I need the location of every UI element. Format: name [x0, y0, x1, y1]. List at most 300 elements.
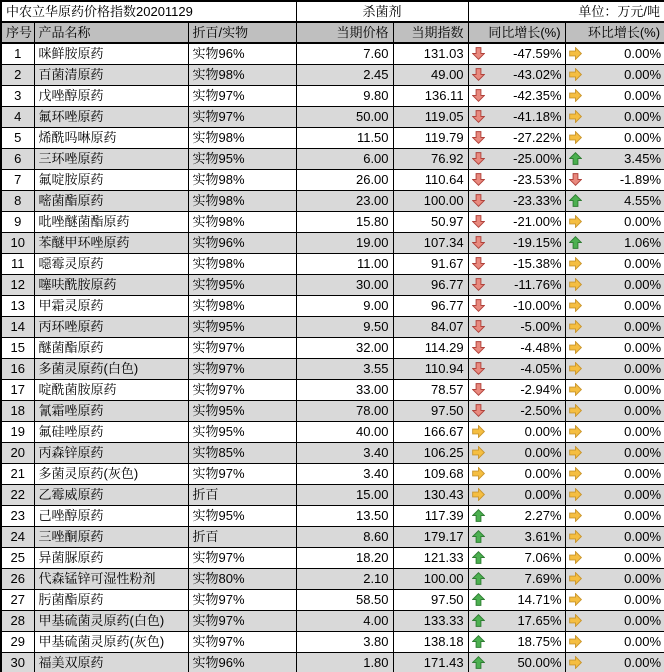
- cell-price: 3.80: [296, 631, 393, 652]
- cell-index: 96.77: [393, 274, 468, 295]
- table-row: [1, 253, 664, 274]
- cell-mom-growth: [565, 421, 664, 442]
- cell-basis: 实物98%: [188, 127, 296, 148]
- col-header-index: 当期指数: [393, 22, 468, 43]
- table-row: [1, 232, 664, 253]
- yoy-growth-value: -25.00%: [513, 151, 562, 166]
- table-title: 中农立华原药价格指数20201129: [1, 1, 296, 22]
- trend-flat-icon: [472, 446, 486, 460]
- cell-seq: 20: [1, 442, 34, 463]
- trend-down-icon: [472, 320, 486, 334]
- yoy-growth-value: -4.48%: [520, 340, 562, 355]
- table-row: [1, 85, 664, 106]
- trend-flat-icon: [569, 278, 583, 292]
- table-row: [1, 295, 664, 316]
- cell-product: 氟硅唑原药: [34, 421, 188, 442]
- cell-basis: 实物97%: [188, 379, 296, 400]
- cell-price: 33.00: [296, 379, 393, 400]
- table-row: [1, 505, 664, 526]
- cell-yoy-growth: [468, 547, 565, 568]
- cell-mom-growth: [565, 127, 664, 148]
- cell-mom-growth: [565, 589, 664, 610]
- yoy-growth-value: -41.18%: [513, 109, 562, 124]
- cell-basis: 实物85%: [188, 442, 296, 463]
- cell-basis: 实物97%: [188, 610, 296, 631]
- cell-index: 78.57: [393, 379, 468, 400]
- cell-price: 13.50: [296, 505, 393, 526]
- title-row: [1, 1, 664, 22]
- yoy-growth-value: -4.05%: [520, 361, 562, 376]
- yoy-growth-value: -21.00%: [513, 214, 562, 229]
- cell-price: 40.00: [296, 421, 393, 442]
- cell-seq: 6: [1, 148, 34, 169]
- yoy-growth-value: 0.00%: [524, 466, 562, 481]
- cell-seq: 16: [1, 358, 34, 379]
- cell-product: 丙环唑原药: [34, 316, 188, 337]
- cell-seq: 5: [1, 127, 34, 148]
- trend-flat-icon: [569, 530, 583, 544]
- mom-growth-value: 0.00%: [624, 46, 662, 62]
- cell-yoy-growth: [468, 232, 565, 253]
- mom-growth-value: 0.00%: [624, 654, 662, 670]
- cell-basis: 实物98%: [188, 64, 296, 85]
- table-row: [1, 211, 664, 232]
- mom-growth-value: 0.00%: [624, 382, 662, 397]
- cell-index: 171.43: [393, 652, 468, 672]
- cell-product: 咪鲜胺原药: [34, 43, 188, 64]
- trend-down-icon: [472, 47, 486, 61]
- mom-growth-value: 0.00%: [624, 361, 662, 376]
- cell-yoy-growth: [468, 484, 565, 505]
- table-row: [1, 316, 664, 337]
- cell-index: 91.67: [393, 253, 468, 274]
- cell-yoy-growth: [468, 106, 565, 127]
- cell-seq: 24: [1, 526, 34, 547]
- trend-flat-icon: [569, 257, 583, 271]
- trend-flat-icon: [569, 404, 583, 418]
- cell-yoy-growth: [468, 526, 565, 547]
- category-label: 杀菌剂: [296, 1, 468, 22]
- cell-seq: 2: [1, 64, 34, 85]
- col-header-seq: 序号: [1, 22, 34, 43]
- trend-up-icon: [472, 655, 486, 669]
- cell-mom-growth: [565, 232, 664, 253]
- cell-yoy-growth: [468, 631, 565, 652]
- table-row: [1, 274, 664, 295]
- cell-yoy-growth: [468, 337, 565, 358]
- trend-flat-icon: [569, 89, 583, 103]
- cell-price: 32.00: [296, 337, 393, 358]
- trend-flat-icon: [569, 488, 583, 502]
- cell-index: 166.67: [393, 421, 468, 442]
- col-header-mom-growth: 环比增长(%): [565, 22, 664, 43]
- trend-down-icon: [472, 257, 486, 271]
- table-body: [1, 43, 664, 672]
- cell-basis: 实物97%: [188, 85, 296, 106]
- yoy-growth-value: -2.50%: [520, 403, 562, 418]
- cell-price: 9.50: [296, 316, 393, 337]
- cell-basis: 实物96%: [188, 43, 296, 64]
- cell-basis: 实物98%: [188, 190, 296, 211]
- trend-up-icon: [472, 509, 486, 523]
- yoy-growth-value: 7.06%: [524, 550, 562, 565]
- mom-growth-value: 0.00%: [624, 634, 662, 649]
- trend-flat-icon: [569, 131, 583, 145]
- yoy-growth-value: -42.35%: [513, 88, 562, 103]
- trend-up-icon: [472, 593, 486, 607]
- yoy-growth-value: -23.33%: [513, 193, 562, 208]
- cell-mom-growth: [565, 274, 664, 295]
- column-header-row: [1, 22, 664, 43]
- yoy-growth-value: 50.00%: [517, 654, 562, 670]
- cell-price: 15.00: [296, 484, 393, 505]
- trend-up-icon: [569, 236, 583, 250]
- cell-price: 1.80: [296, 652, 393, 672]
- cell-seq: 7: [1, 169, 34, 190]
- trend-flat-icon: [569, 215, 583, 229]
- cell-basis: 实物96%: [188, 232, 296, 253]
- trend-flat-icon: [569, 551, 583, 565]
- cell-price: 58.50: [296, 589, 393, 610]
- trend-down-icon: [472, 173, 486, 187]
- cell-seq: 9: [1, 211, 34, 232]
- cell-product: 甲基硫菌灵原药(白色): [34, 610, 188, 631]
- cell-yoy-growth: [468, 211, 565, 232]
- cell-price: 11.50: [296, 127, 393, 148]
- cell-product: 噁霉灵原药: [34, 253, 188, 274]
- yoy-growth-value: -23.53%: [513, 172, 562, 187]
- cell-seq: 30: [1, 652, 34, 672]
- cell-mom-growth: [565, 568, 664, 589]
- trend-flat-icon: [569, 614, 583, 628]
- cell-yoy-growth: [468, 610, 565, 631]
- cell-basis: 实物95%: [188, 274, 296, 295]
- cell-seq: 25: [1, 547, 34, 568]
- cell-yoy-growth: [468, 505, 565, 526]
- table-row: [1, 631, 664, 652]
- cell-product: 醚菌酯原药: [34, 337, 188, 358]
- trend-flat-icon: [569, 383, 583, 397]
- table-row: [1, 652, 664, 672]
- cell-product: 丙森锌原药: [34, 442, 188, 463]
- trend-flat-icon: [569, 655, 583, 669]
- mom-growth-value: 0.00%: [624, 403, 662, 418]
- mom-growth-value: 0.00%: [624, 256, 662, 271]
- trend-flat-icon: [472, 488, 486, 502]
- cell-index: 109.68: [393, 463, 468, 484]
- cell-price: 18.20: [296, 547, 393, 568]
- cell-yoy-growth: [468, 148, 565, 169]
- table-row: [1, 547, 664, 568]
- trend-flat-icon: [569, 635, 583, 649]
- cell-price: 30.00: [296, 274, 393, 295]
- cell-yoy-growth: [468, 43, 565, 64]
- cell-mom-growth: [565, 316, 664, 337]
- yoy-growth-value: -15.38%: [513, 256, 562, 271]
- mom-growth-value: 0.00%: [624, 88, 662, 103]
- mom-growth-value: 1.06%: [624, 235, 662, 250]
- cell-product: 百菌清原药: [34, 64, 188, 85]
- mom-growth-value: 0.00%: [624, 424, 662, 439]
- mom-growth-value: 0.00%: [624, 508, 662, 523]
- cell-basis: 实物97%: [188, 337, 296, 358]
- cell-basis: 实物97%: [188, 589, 296, 610]
- cell-mom-growth: [565, 85, 664, 106]
- mom-growth-value: 0.00%: [624, 592, 662, 607]
- trend-down-icon: [472, 299, 486, 313]
- cell-price: 7.60: [296, 43, 393, 64]
- cell-index: 114.29: [393, 337, 468, 358]
- mom-growth-value: 0.00%: [624, 487, 662, 502]
- yoy-growth-value: -2.94%: [520, 382, 562, 397]
- cell-basis: 实物95%: [188, 148, 296, 169]
- cell-yoy-growth: [468, 421, 565, 442]
- mom-growth-value: 0.00%: [624, 571, 662, 586]
- cell-price: 8.60: [296, 526, 393, 547]
- cell-mom-growth: [565, 526, 664, 547]
- cell-index: 133.33: [393, 610, 468, 631]
- trend-down-icon: [472, 68, 486, 82]
- trend-flat-icon: [569, 572, 583, 586]
- table-row: [1, 589, 664, 610]
- cell-index: 84.07: [393, 316, 468, 337]
- cell-index: 131.03: [393, 43, 468, 64]
- trend-up-icon: [472, 614, 486, 628]
- cell-seq: 29: [1, 631, 34, 652]
- trend-down-icon: [472, 362, 486, 376]
- cell-yoy-growth: [468, 85, 565, 106]
- yoy-growth-value: 0.00%: [524, 424, 562, 439]
- cell-index: 96.77: [393, 295, 468, 316]
- cell-yoy-growth: [468, 169, 565, 190]
- mom-growth-value: 0.00%: [624, 445, 662, 460]
- cell-seq: 15: [1, 337, 34, 358]
- cell-product: 己唑醇原药: [34, 505, 188, 526]
- trend-down-icon: [472, 236, 486, 250]
- cell-basis: 实物95%: [188, 421, 296, 442]
- trend-up-icon: [569, 152, 583, 166]
- cell-yoy-growth: [468, 463, 565, 484]
- cell-mom-growth: [565, 148, 664, 169]
- cell-mom-growth: [565, 505, 664, 526]
- table-row: [1, 421, 664, 442]
- col-header-price: 当期价格: [296, 22, 393, 43]
- mom-growth-value: 0.00%: [624, 130, 662, 145]
- table-row: [1, 169, 664, 190]
- trend-down-icon: [472, 131, 486, 145]
- cell-basis: 折百: [188, 526, 296, 547]
- cell-price: 50.00: [296, 106, 393, 127]
- table-row: [1, 463, 664, 484]
- cell-price: 4.00: [296, 610, 393, 631]
- cell-product: 啶酰菌胺原药: [34, 379, 188, 400]
- cell-basis: 实物98%: [188, 253, 296, 274]
- trend-down-icon: [472, 341, 486, 355]
- trend-up-icon: [472, 635, 486, 649]
- trend-flat-icon: [569, 425, 583, 439]
- trend-flat-icon: [569, 341, 583, 355]
- cell-index: 130.43: [393, 484, 468, 505]
- cell-price: 9.80: [296, 85, 393, 106]
- cell-mom-growth: [565, 631, 664, 652]
- trend-down-icon: [472, 89, 486, 103]
- trend-flat-icon: [569, 110, 583, 124]
- col-header-basis: 折百/实物: [188, 22, 296, 43]
- cell-yoy-growth: [468, 652, 565, 672]
- trend-flat-icon: [569, 68, 583, 82]
- cell-seq: 11: [1, 253, 34, 274]
- cell-yoy-growth: [468, 64, 565, 85]
- trend-down-icon: [472, 152, 486, 166]
- col-header-product: 产品名称: [34, 22, 188, 43]
- yoy-growth-value: 0.00%: [524, 445, 562, 460]
- trend-flat-icon: [569, 320, 583, 334]
- cell-basis: 实物95%: [188, 505, 296, 526]
- cell-product: 甲霜灵原药: [34, 295, 188, 316]
- cell-yoy-growth: [468, 316, 565, 337]
- trend-flat-icon: [569, 509, 583, 523]
- trend-flat-icon: [569, 299, 583, 313]
- cell-yoy-growth: [468, 379, 565, 400]
- cell-seq: 23: [1, 505, 34, 526]
- cell-product: 多菌灵原药(灰色): [34, 463, 188, 484]
- table-row: [1, 148, 664, 169]
- mom-growth-value: 0.00%: [624, 340, 662, 355]
- cell-mom-growth: [565, 190, 664, 211]
- cell-mom-growth: [565, 442, 664, 463]
- cell-basis: 实物98%: [188, 211, 296, 232]
- mom-growth-value: 0.00%: [624, 466, 662, 481]
- yoy-growth-value: -27.22%: [513, 130, 562, 145]
- cell-seq: 26: [1, 568, 34, 589]
- trend-down-icon: [472, 215, 486, 229]
- cell-mom-growth: [565, 337, 664, 358]
- cell-product: 三环唑原药: [34, 148, 188, 169]
- trend-down-icon: [472, 404, 486, 418]
- cell-index: 110.94: [393, 358, 468, 379]
- mom-growth-value: 4.55%: [624, 193, 662, 208]
- mom-growth-value: 3.45%: [624, 151, 662, 166]
- cell-product: 甲基硫菌灵原药(灰色): [34, 631, 188, 652]
- cell-yoy-growth: [468, 568, 565, 589]
- table-row: [1, 442, 664, 463]
- cell-product: 氰霜唑原药: [34, 400, 188, 421]
- cell-seq: 1: [1, 43, 34, 64]
- trend-up-icon: [569, 194, 583, 208]
- cell-seq: 27: [1, 589, 34, 610]
- unit-label: 单位：万元/吨: [468, 1, 664, 22]
- table-row: [1, 526, 664, 547]
- cell-price: 19.00: [296, 232, 393, 253]
- cell-product: 苯醚甲环唑原药: [34, 232, 188, 253]
- cell-mom-growth: [565, 43, 664, 64]
- cell-seq: 19: [1, 421, 34, 442]
- yoy-growth-value: 0.00%: [524, 487, 562, 502]
- cell-product: 烯酰吗啉原药: [34, 127, 188, 148]
- cell-basis: 实物97%: [188, 463, 296, 484]
- cell-index: 100.00: [393, 568, 468, 589]
- cell-index: 97.50: [393, 589, 468, 610]
- cell-index: 100.00: [393, 190, 468, 211]
- cell-basis: 实物95%: [188, 400, 296, 421]
- cell-product: 肟菌酯原药: [34, 589, 188, 610]
- cell-yoy-growth: [468, 358, 565, 379]
- trend-flat-icon: [569, 446, 583, 460]
- table-row: [1, 337, 664, 358]
- cell-index: 179.17: [393, 526, 468, 547]
- cell-basis: 实物97%: [188, 547, 296, 568]
- trend-flat-icon: [569, 593, 583, 607]
- trend-flat-icon: [472, 467, 486, 481]
- cell-price: 78.00: [296, 400, 393, 421]
- trend-up-icon: [472, 551, 486, 565]
- cell-yoy-growth: [468, 442, 565, 463]
- cell-seq: 10: [1, 232, 34, 253]
- cell-basis: 折百: [188, 484, 296, 505]
- cell-product: 乙霉威原药: [34, 484, 188, 505]
- trend-up-icon: [472, 530, 486, 544]
- yoy-growth-value: 2.27%: [524, 508, 562, 523]
- table-row: [1, 127, 664, 148]
- trend-flat-icon: [569, 467, 583, 481]
- cell-basis: 实物97%: [188, 631, 296, 652]
- cell-index: 117.39: [393, 505, 468, 526]
- mom-growth-value: 0.00%: [624, 298, 662, 313]
- cell-price: 2.10: [296, 568, 393, 589]
- cell-yoy-growth: [468, 253, 565, 274]
- cell-price: 6.00: [296, 148, 393, 169]
- cell-mom-growth: [565, 652, 664, 672]
- mom-growth-value: 0.00%: [624, 529, 662, 544]
- yoy-growth-value: -10.00%: [513, 298, 562, 313]
- cell-basis: 实物98%: [188, 295, 296, 316]
- yoy-growth-value: 14.71%: [517, 592, 562, 607]
- trend-up-icon: [472, 572, 486, 586]
- cell-index: 106.25: [393, 442, 468, 463]
- cell-price: 3.40: [296, 442, 393, 463]
- cell-mom-growth: [565, 484, 664, 505]
- cell-basis: 实物80%: [188, 568, 296, 589]
- cell-mom-growth: [565, 253, 664, 274]
- cell-basis: 实物97%: [188, 358, 296, 379]
- trend-down-icon: [472, 383, 486, 397]
- yoy-growth-value: -47.59%: [513, 46, 562, 62]
- cell-product: 多菌灵原药(白色): [34, 358, 188, 379]
- cell-mom-growth: [565, 379, 664, 400]
- cell-product: 氟环唑原药: [34, 106, 188, 127]
- cell-index: 97.50: [393, 400, 468, 421]
- cell-yoy-growth: [468, 274, 565, 295]
- cell-mom-growth: [565, 106, 664, 127]
- yoy-growth-value: -43.02%: [513, 67, 562, 82]
- cell-yoy-growth: [468, 190, 565, 211]
- cell-index: 49.00: [393, 64, 468, 85]
- mom-growth-value: 0.00%: [624, 214, 662, 229]
- cell-basis: 实物95%: [188, 316, 296, 337]
- mom-growth-value: 0.00%: [624, 277, 662, 292]
- mom-growth-value: 0.00%: [624, 550, 662, 565]
- cell-seq: 28: [1, 610, 34, 631]
- cell-product: 三唑酮原药: [34, 526, 188, 547]
- cell-price: 9.00: [296, 295, 393, 316]
- table-row: [1, 106, 664, 127]
- trend-flat-icon: [472, 425, 486, 439]
- cell-price: 3.55: [296, 358, 393, 379]
- trend-down-icon: [569, 173, 583, 187]
- cell-yoy-growth: [468, 589, 565, 610]
- table-row: [1, 568, 664, 589]
- yoy-growth-value: -19.15%: [513, 235, 562, 250]
